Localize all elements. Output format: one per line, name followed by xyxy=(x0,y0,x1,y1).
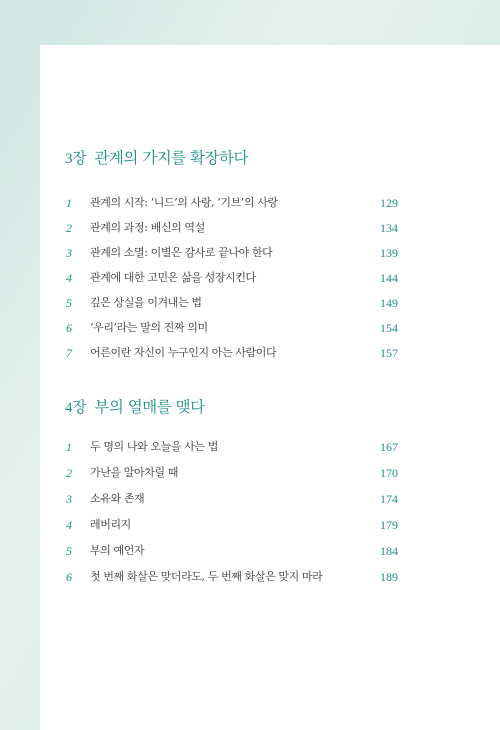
entry-number: 5 xyxy=(66,296,72,310)
chapter-heading xyxy=(65,395,465,417)
entry-number: 2 xyxy=(66,221,72,235)
entry-page-number: 134 xyxy=(380,221,398,235)
entry-number: 5 xyxy=(66,544,72,558)
entry-number: 6 xyxy=(66,570,72,584)
entry-page-number: 184 xyxy=(380,544,398,558)
entry-page-number: 174 xyxy=(380,492,398,506)
toc-entry[interactable] xyxy=(40,465,500,485)
entry-title: 두 명의 나와 오늘을 사는 법 xyxy=(90,440,218,453)
entry-title: 어른이란 자신이 누구인지 아는 사람이다 xyxy=(90,346,277,359)
entry-title: 소유와 존재 xyxy=(90,492,145,505)
toc-entry[interactable] xyxy=(40,345,500,365)
toc-entry[interactable] xyxy=(40,220,500,240)
entry-number: 6 xyxy=(66,321,72,335)
entry-title: 깊은 상실을 이겨내는 법 xyxy=(90,296,202,309)
toc-entry[interactable] xyxy=(40,295,500,315)
entry-page-number: 144 xyxy=(380,271,398,285)
chapter-title: 관계의 가지를 확장하다 xyxy=(94,149,248,167)
entry-number: 7 xyxy=(66,346,72,360)
toc-entry[interactable] xyxy=(40,270,500,290)
entry-number: 4 xyxy=(66,518,72,532)
toc-page xyxy=(40,45,500,730)
toc-entry[interactable] xyxy=(40,491,500,511)
toc-entry[interactable] xyxy=(40,320,500,340)
entry-title: 레버리지 xyxy=(90,518,131,531)
chapter-number: 4장 xyxy=(65,400,87,416)
entry-title: 부의 예언자 xyxy=(90,544,145,557)
toc-entry[interactable] xyxy=(40,569,500,589)
toc-entry[interactable] xyxy=(40,195,500,215)
entry-title: 관계의 소멸: 이별은 감사로 끝나야 한다 xyxy=(90,246,273,259)
entry-page-number: 154 xyxy=(380,321,398,335)
entry-number: 3 xyxy=(66,246,72,260)
entry-page-number: 139 xyxy=(380,246,398,260)
entry-page-number: 149 xyxy=(380,296,398,310)
entry-title: ‘우리’라는 말의 진짜 의미 xyxy=(90,321,208,334)
entry-number: 1 xyxy=(66,440,72,454)
entry-page-number: 170 xyxy=(380,466,398,480)
entry-title: 첫 번째 화살은 맞더라도, 두 번째 화살은 맞지 마라 xyxy=(90,570,323,583)
entry-title: 관계에 대한 고민은 삶을 성장시킨다 xyxy=(90,271,256,284)
entry-page-number: 179 xyxy=(380,518,398,532)
entry-title: 관계의 시작: ‘니드’의 사랑, ‘기브’의 사랑 xyxy=(90,196,278,209)
entry-page-number: 189 xyxy=(380,570,398,584)
entry-number: 4 xyxy=(66,271,72,285)
entry-number: 3 xyxy=(66,492,72,506)
entry-title: 가난을 알아차릴 때 xyxy=(90,466,179,479)
entry-page-number: 157 xyxy=(380,346,398,360)
toc-entry[interactable] xyxy=(40,245,500,265)
chapter-heading xyxy=(65,146,465,168)
chapter-number: 3장 xyxy=(65,151,87,167)
chapter-title: 부의 열매를 맺다 xyxy=(94,398,205,416)
entry-title: 관계의 과정: 배신의 역설 xyxy=(90,221,205,234)
entry-page-number: 129 xyxy=(380,196,398,210)
entry-number: 1 xyxy=(66,196,72,210)
entry-page-number: 167 xyxy=(380,440,398,454)
toc-entry[interactable] xyxy=(40,543,500,563)
entry-number: 2 xyxy=(66,466,72,480)
toc-entry[interactable] xyxy=(40,439,500,459)
toc-entry[interactable] xyxy=(40,517,500,537)
